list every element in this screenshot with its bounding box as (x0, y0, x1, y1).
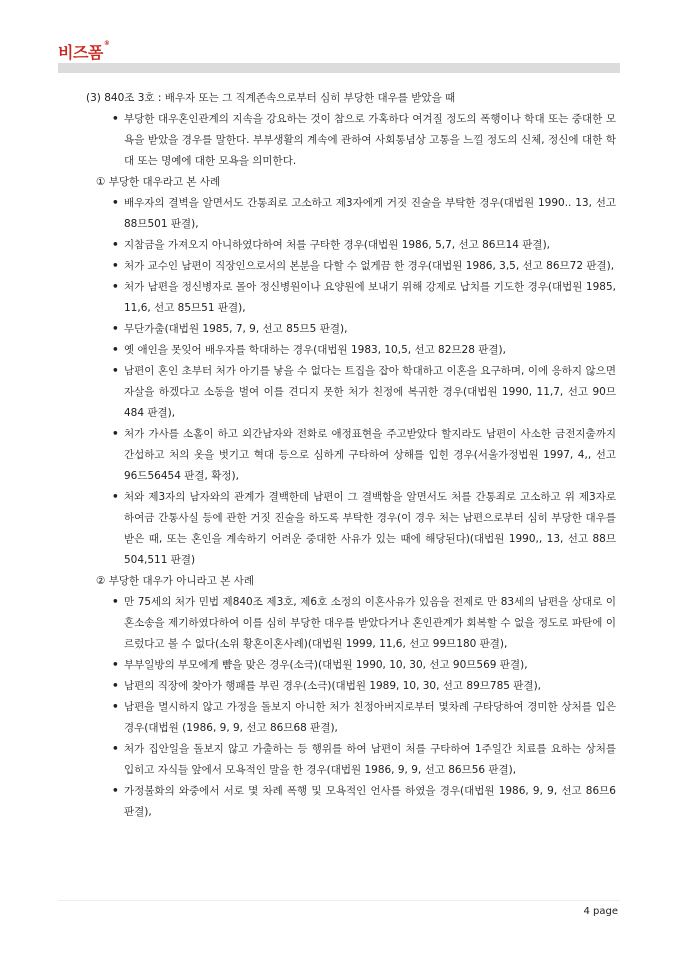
list-item: • 남편의 직장에 찾아가 행패를 부린 경우(소극)(대법원 1989, 10, 30, 선고 89므785 판결), (112, 676, 616, 697)
list-item: • 처가 집안일을 돌보지 않고 가출하는 등 행위를 하여 남편이 처를 구타하여 1주일간 치료를 요하는 상처를 입히고 자식들 앞에서 모욕적인 말을 한 경우(대법원 1986, 9, 9, 선고 86므56 판결), (112, 739, 616, 781)
footer-divider (58, 900, 620, 901)
part1-heading: ① 부당한 대우라고 본 사례 (96, 176, 221, 188)
list-item: • 처와 제3자의 남자와의 관계가 결백한데 남편이 그 결백함을 알면서도 처를 간통죄로 고소하고 위 제3자로 하여금 간통사실 등에 관한 거짓 진술을 하도록 부탁한 경우(이 경우 처는 남편으로부터 심히 부당한 대우를 받은 때, 또는 혼인을 계속하기 어려운 중대한 사유가 있는 때에 해당된다)(대법원 1990,, 13, 선고 88므504,511 판결) (112, 487, 616, 571)
definition-text: • 부당한 대우혼인관계의 지속을 강요하는 것이 참으로 가혹하다 여겨질 정도의 폭행이나 학대 또는 중대한 모욕을 받았을 경우를 말한다. 부부생활의 계속에 관하여 사회통념상 고통을 느낄 정도의 신체, 정신에 대한 학대 또는 명예에 대한 모욕을 의미한다. (112, 109, 616, 172)
section-heading: (3) 840조 3호 : 배우자 또는 그 직계존속으로부터 심히 부당한 대우를 받았을 때 (86, 92, 456, 104)
list-item: • 처가 남편을 정신병자로 몰아 정신병원이나 요양원에 보내기 위해 강제로 납치를 기도한 경우(대법원 1985, 11,6, 선고 85므51 판결), (112, 277, 616, 319)
list-item: • 남편이 혼인 초부터 처가 아기를 낳을 수 없다는 트집을 잡아 학대하고 이혼을 요구하며, 이에 응하지 않으면 자살을 하겠다고 소동을 벌여 이를 견디지 못한 처가 친정에 복귀한 경우(대법원 1990, 11,7, 선고 90므484 판결), (112, 361, 616, 424)
list-item: • 남편을 멸시하지 않고 가정을 돌보지 아니한 처가 친정아버지로부터 몇차례 구타당하여 경미한 상처를 입은 경우(대법원 (1986, 9, 9, 선고 86므68 판결), (112, 697, 616, 739)
part1-list (112, 193, 616, 571)
header-bar (58, 63, 620, 73)
logo-text: 비즈폼 (58, 43, 103, 62)
list-item: • 만 75세의 처가 민법 제840조 제3호, 제6호 소정의 이혼사유가 있음을 전제로 만 83세의 남편을 상대로 이혼소송을 제기하였다하여 이를 심히 부당한 대우를 받았다거나 혼인관계가 회복할 수 없을 정도로 파탄에 이르렀다고 볼 수 없다(소위 황혼이혼사례)(대법원 1999, 11,6, 선고 99므180 판결), (112, 592, 616, 655)
part2-heading: ② 부당한 대우가 아니라고 본 사례 (96, 575, 254, 587)
list-item: • 부부일방의 부모에게 뺨을 맞은 경우(소극)(대법원 1990, 10, 30, 선고 90므569 판결), (112, 655, 616, 676)
page-number: 4 page (583, 906, 618, 917)
list-item: • 옛 애인을 못잊어 배우자를 학대하는 경우(대법원 1983, 10,5, 선고 82므28 판결), (112, 340, 616, 361)
list-item: • 가정불화의 와중에서 서로 몇 차례 폭행 및 모욕적인 언사를 하였을 경우(대법원 1986, 9, 9, 선고 86므6 판결), (112, 781, 616, 823)
list-item: • 지참금을 가져오지 아니하였다하여 처를 구타한 경우(대법원 1986, 5,7, 선고 86므14 판결), (112, 235, 616, 256)
document-body (86, 88, 616, 823)
list-item: • 처가 교수인 남편이 직장인으로서의 본분을 다할 수 없게끔 한 경우(대법원 1986, 3,5, 선고 86므72 판결), (112, 256, 616, 277)
definition-list (112, 109, 616, 172)
list-item: • 처가 가사를 소홀이 하고 외간남자와 전화로 애정표현을 주고받았다 할지라도 남편이 사소한 금전지출까지 간섭하고 처의 옷을 벗기고 혁대 등으로 심하게 구타하여 상해를 입힌 경우(서울가정법원 1997, 4,, 선고 96드56454 판결, 확정), (112, 424, 616, 487)
registered-mark: ® (103, 40, 110, 47)
part2-list (112, 592, 616, 823)
list-item: • 배우자의 결벽을 알면서도 간통죄로 고소하고 제3자에게 거짓 진술을 부탁한 경우(대법원 1990.. 13, 선고 88므501 판결), (112, 193, 616, 235)
list-item: • 무단가출(대법원 1985, 7, 9, 선고 85므5 판결), (112, 319, 616, 340)
bizform-logo (58, 40, 109, 63)
